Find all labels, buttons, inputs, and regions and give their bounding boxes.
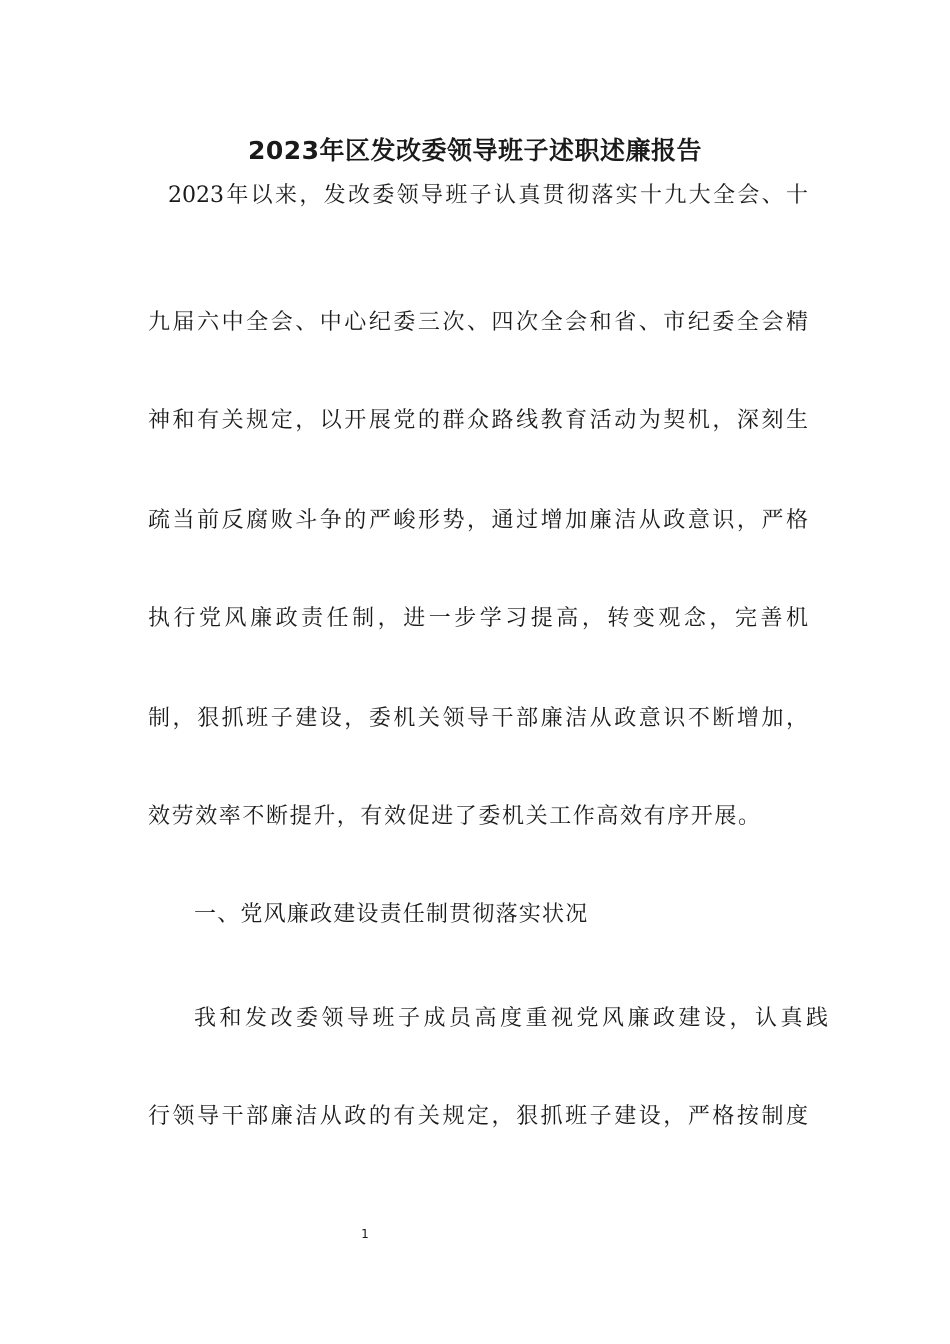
paragraph-line: 效劳效率不断提升，有效促进了委机关工作高效有序开展。 bbox=[148, 804, 762, 829]
paragraph-line: 制，狠抓班子建设，委机关领导干部廉洁从政意识不断增加， bbox=[148, 706, 808, 731]
paragraph-line: 疏当前反腐败斗争的严峻形势，通过增加廉洁从政意识，严格 bbox=[148, 508, 808, 533]
section-heading: 一、党风廉政建设责任制贯彻落实状况 bbox=[194, 902, 589, 927]
paragraph-line: 九届六中全会、中心纪委三次、四次全会和省、市纪委全会精 bbox=[148, 310, 808, 335]
document-title: 2023年区发改委领导班子述职述廉报告 bbox=[247, 136, 703, 165]
paragraph-line: 神和有关规定，以开展党的群众路线教育活动为契机，深刻生 bbox=[148, 408, 808, 433]
paragraph-line: 执行党风廉政责任制，进一步学习提高，转变观念，完善机 bbox=[148, 606, 808, 631]
paragraph-line: 2023年以来，发改委领导班子认真贯彻落实十九大全会、十 bbox=[168, 183, 808, 208]
page-number: 1 bbox=[361, 1227, 369, 1241]
paragraph-line: 行领导干部廉洁从政的有关规定，狠抓班子建设，严格按制度 bbox=[148, 1104, 808, 1129]
paragraph-line: 我和发改委领导班子成员高度重视党风廉政建设，认真践 bbox=[194, 1006, 828, 1031]
